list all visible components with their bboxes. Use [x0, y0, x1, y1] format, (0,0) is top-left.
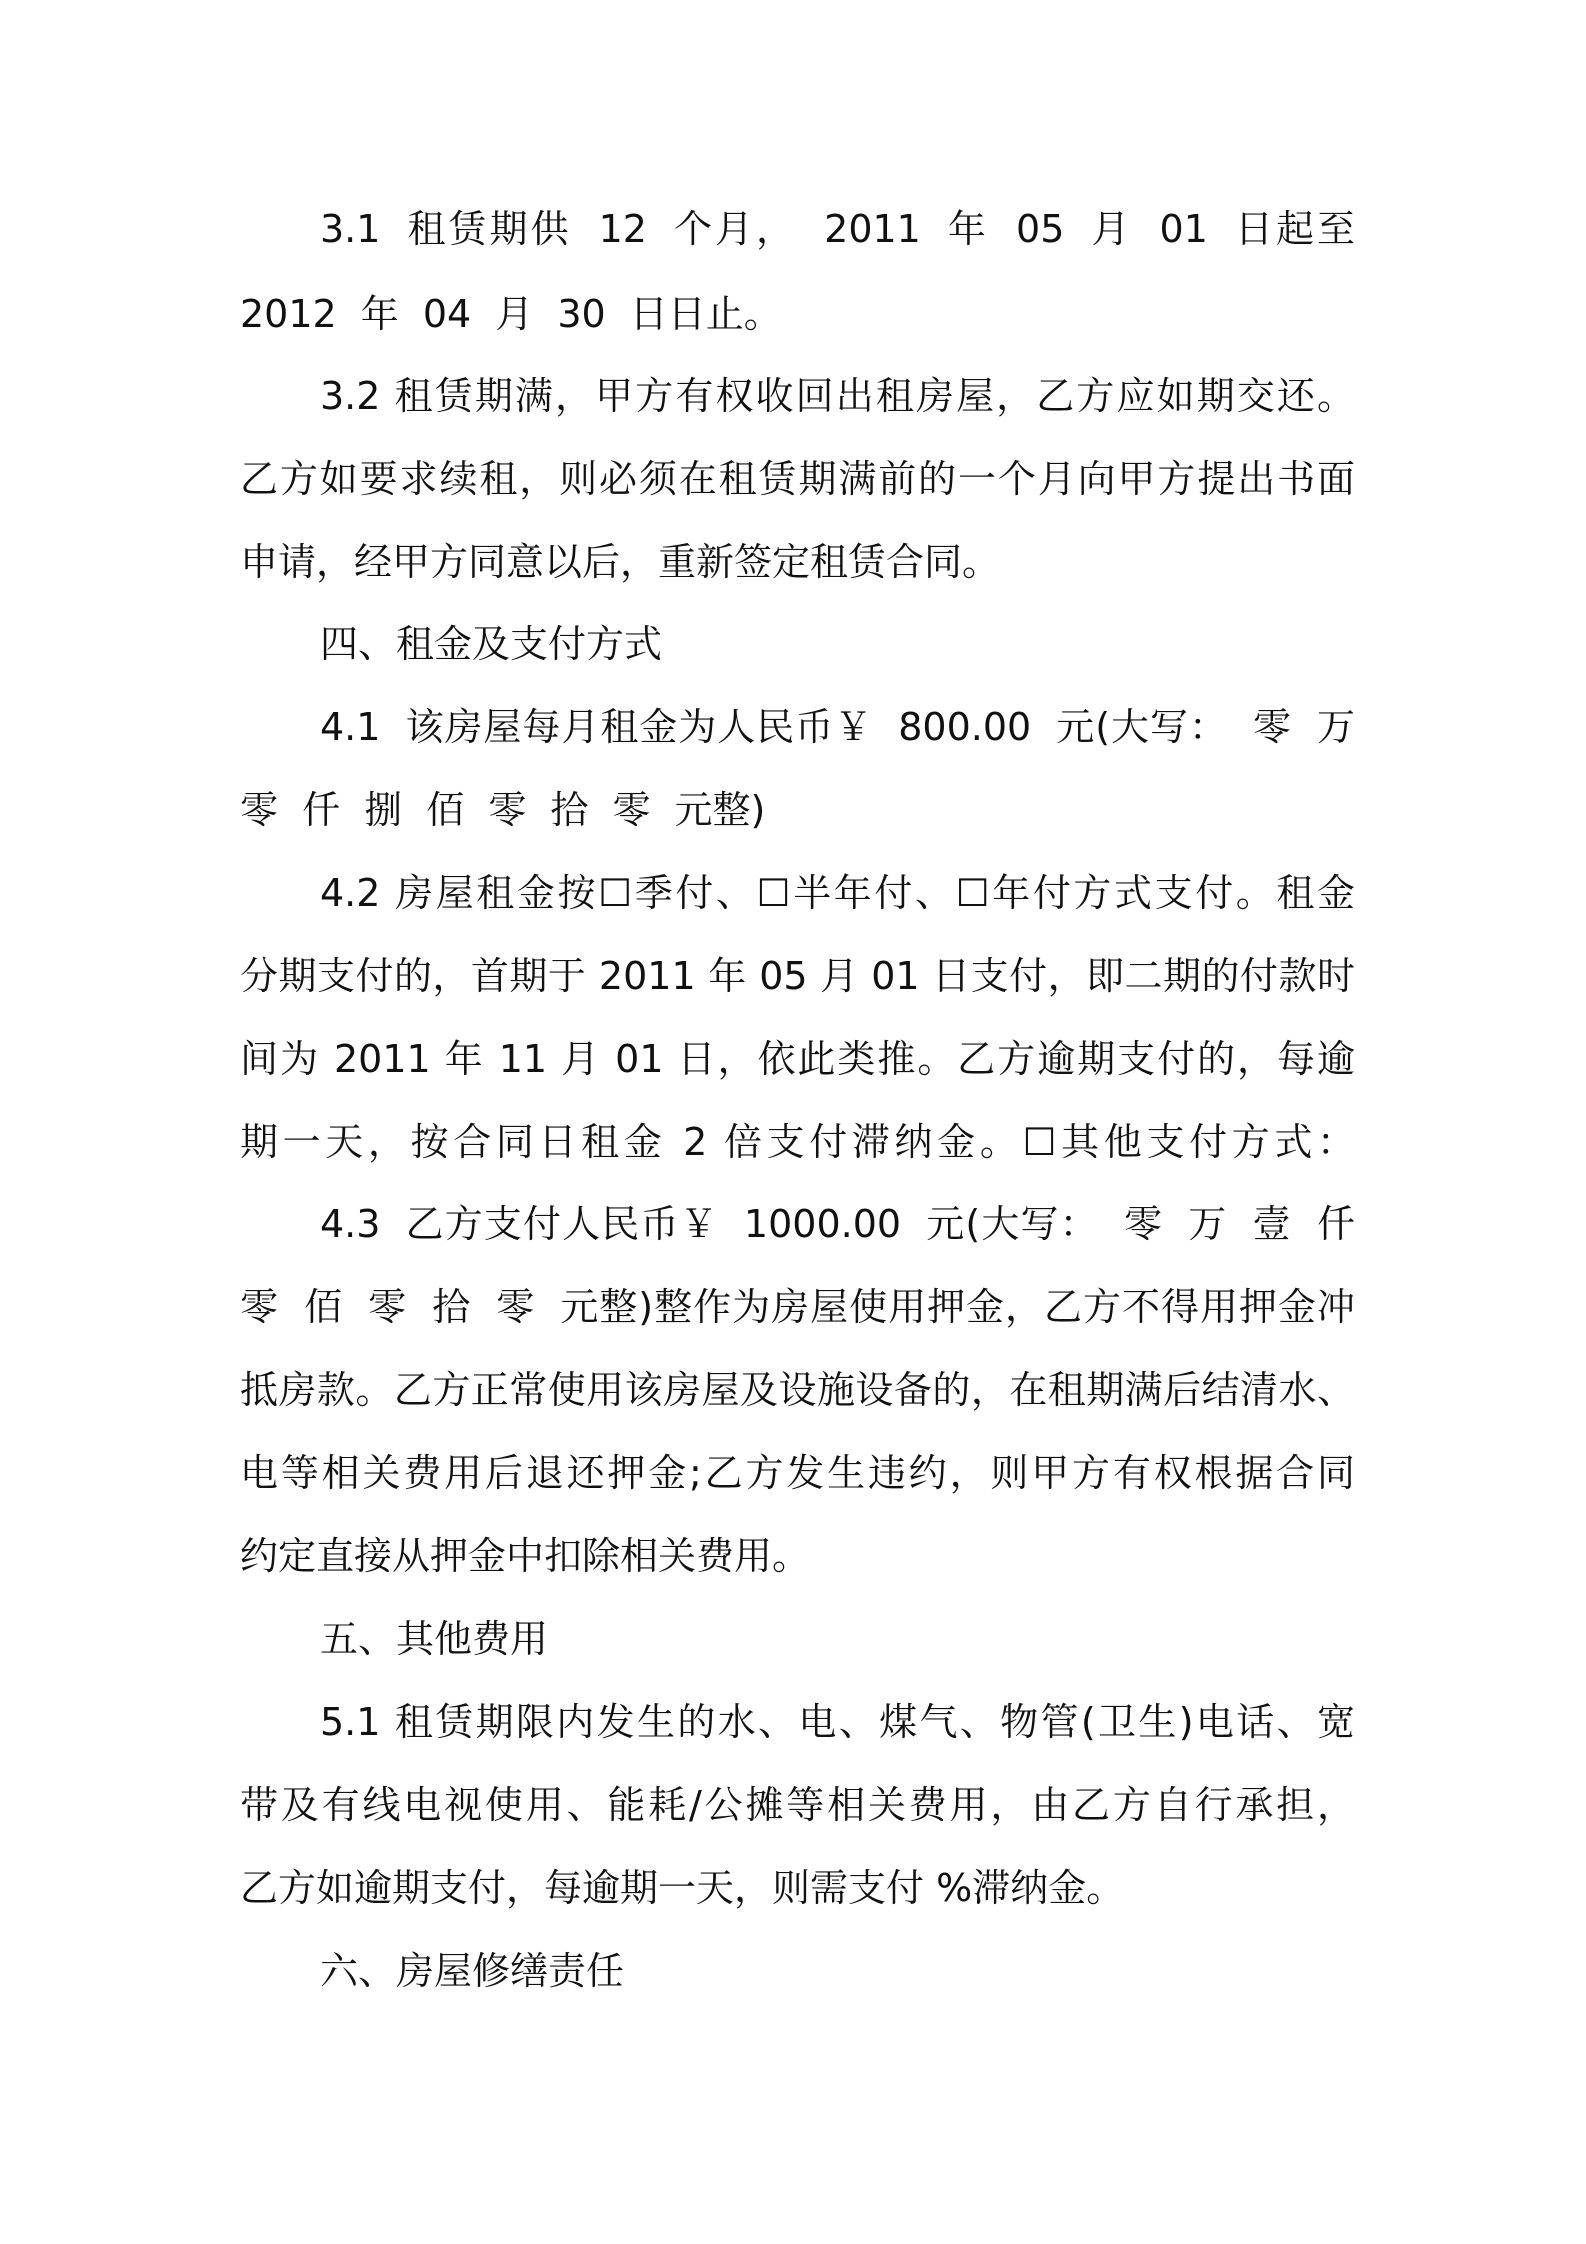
clause-4-3-line-5: 约定直接从押金中扣除相关费用。 — [240, 1534, 811, 1578]
clause-4-2-line-3: 间为 2011 年 11 月 01 日，依此类推。乙方逾期支付的，每逾 — [240, 1037, 1355, 1081]
clause-4-2-line-4: 期一天，按合同日租金 2 倍支付滞纳金。☐其他支付方式： — [240, 1120, 1355, 1164]
clause-4-3-line-4: 电等相关费用后退还押金;乙方发生违约，则甲方有权根据合同 — [240, 1451, 1355, 1495]
clause-3-1-line-1: 3.1 租赁期供 12 个月， 2011 年 05 月 01 日起至 — [320, 207, 1355, 251]
clause-3-1-line-2: 2012 年 04 月 30 日日止。 — [240, 292, 782, 336]
clause-4-2-line-1: 4.2 房屋租金按☐季付、☐半年付、☐年付方式支付。租金 — [320, 871, 1355, 915]
clause-4-3-line-3: 抵房款。乙方正常使用该房屋及设施设备的，在租期满后结清水、 — [240, 1368, 1355, 1412]
section-6-heading: 六、房屋修缮责任 — [320, 1949, 625, 1993]
clause-4-2-line-2: 分期支付的，首期于 2011 年 05 月 01 日支付，即二期的付款时 — [240, 954, 1355, 998]
clause-5-1-line-2: 带及有线电视使用、能耗/公摊等相关费用，由乙方自行承担， — [240, 1783, 1355, 1827]
clause-4-3-line-2: 零 佰 零 拾 零 元整)整作为房屋使用押金，乙方不得用押金冲 — [240, 1285, 1355, 1329]
section-5-heading: 五、其他费用 — [320, 1617, 549, 1661]
clause-5-1-line-3: 乙方如逾期支付，每逾期一天，则需支付 %滞纳金。 — [240, 1866, 1125, 1910]
clause-3-2-line-3: 申请，经甲方同意以后，重新签定租赁合同。 — [240, 540, 1001, 584]
clause-5-1-line-1: 5.1 租赁期限内发生的水、电、煤气、物管(卫生)电话、宽 — [320, 1700, 1355, 1744]
clause-4-1-line-2: 零 仟 捌 佰 零 拾 零 元整) — [240, 788, 766, 832]
clause-3-2-line-1: 3.2 租赁期满，甲方有权收回出租房屋，乙方应如期交还。 — [320, 374, 1355, 418]
clause-4-1-line-1: 4.1 该房屋每月租金为人民币￥ 800.00 元(大写： 零 万 — [320, 705, 1355, 749]
section-4-heading: 四、租金及支付方式 — [320, 622, 663, 666]
clause-3-2-line-2: 乙方如要求续租，则必须在租赁期满前的一个月向甲方提出书面 — [240, 457, 1355, 501]
clause-4-3-line-1: 4.3 乙方支付人民币￥ 1000.00 元(大写： 零 万 壹 仟 — [320, 1202, 1355, 1246]
